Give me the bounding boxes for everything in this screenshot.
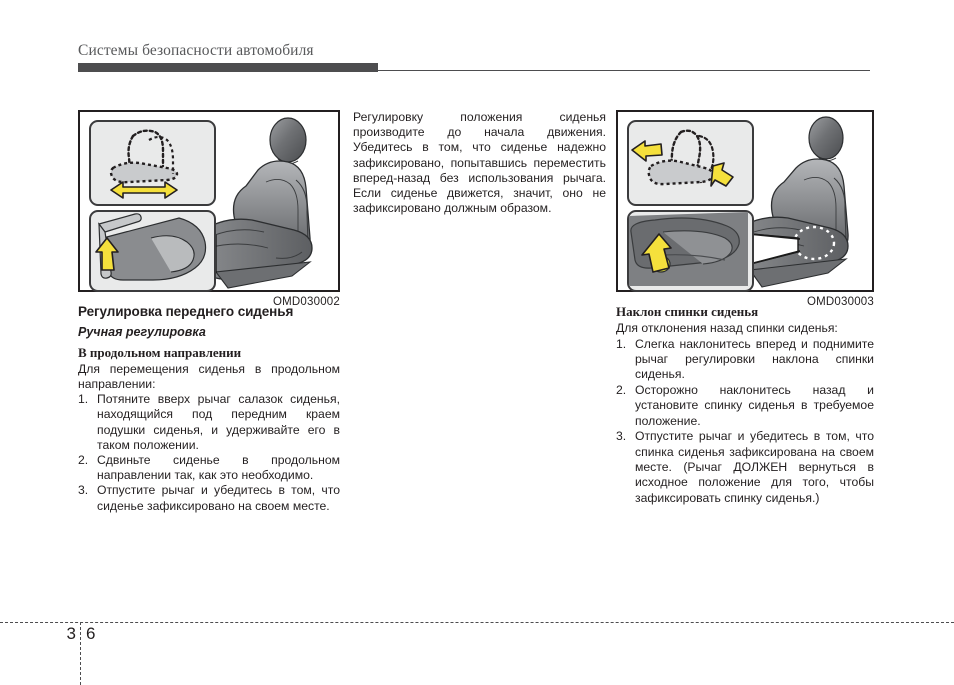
header-rule [78, 63, 870, 72]
right-intro-paragraph: Для отклонения назад спинки сиденья: [616, 321, 838, 336]
list-text: Осторожно наклонитесь назад и установите спинку сиденья в требуемое положение. [635, 382, 874, 428]
list-text: Потяните вверх рычаг салазок сиденья, находящийся под передним краем подушки сиденья, и удерживайте его в таком положении. [97, 392, 340, 452]
list-item [616, 383, 874, 429]
page-number: 6 [86, 624, 96, 643]
footer-vertical-divider [80, 622, 81, 685]
left-arrow-icon [632, 141, 662, 161]
inset-recline-lever-detail [627, 210, 754, 292]
double-arrow-icon [111, 182, 177, 198]
left-subheading-serif: В продольном направлении [78, 344, 242, 360]
chapter-number: 3 [66, 624, 76, 643]
figure-caption-left: OMD030002 [272, 296, 340, 308]
footer-horizontal-divider [0, 622, 954, 623]
inset-slide-lever-detail [89, 210, 216, 292]
list-marker: 1. [78, 392, 89, 407]
middle-column [353, 110, 606, 216]
left-intro-paragraph: Для перемещения сиденья в продольном направлении: [78, 361, 340, 391]
list-item [616, 429, 874, 506]
list-text: Отпустите рычаг и убедитесь в том, что спинка сиденья зафиксирована на своем месте. (Рычаг ДОЛЖЕН вернуться в исходное положение для того, чтобы зафиксировать спинку сиденья.) [635, 429, 874, 505]
down-right-arrow-icon [711, 163, 733, 186]
figure-seat-fore-aft [78, 110, 340, 308]
page-header [78, 42, 870, 72]
list-text: Слегка наклонитесь вперед и поднимите рычаг регулировки наклона спинки сиденья. [635, 336, 874, 382]
inset-recline-diagram [627, 120, 754, 206]
list-marker: 3. [616, 429, 627, 444]
list-text: Отпустите рычаг и убедитесь в том, что сиденье зафиксировано на своем месте. [97, 483, 340, 513]
left-steps-list [78, 392, 340, 514]
list-item [616, 337, 874, 383]
left-column [78, 110, 340, 514]
middle-paragraph: Регулировку положения сиденья производите до начала движения. Убедитесь в том, что сиденье надежно зафиксировано, попытавшись переместить вперед-назад без использования рычага. Если сиденье движется, значит, оно не зафиксировано должным образом. [353, 110, 606, 216]
dotted-seat-recline-icon [629, 122, 748, 200]
list-text: Сдвиньте сиденье в продольном направлении так, как это необходимо. [97, 452, 340, 483]
right-subheading-serif: Наклон спинки сиденья [616, 304, 759, 319]
right-steps-list [616, 337, 874, 506]
page-title: Системы безопасности автомобиля [78, 42, 314, 59]
list-marker: 1. [616, 336, 627, 351]
list-marker: 2. [616, 382, 627, 397]
figure-caption-right: OMD030003 [806, 296, 874, 308]
list-item [78, 453, 340, 483]
inset-fore-aft-diagram [89, 120, 216, 206]
figure-seat-recline [616, 110, 874, 308]
dotted-seat-travel-icon [91, 122, 210, 200]
list-marker: 3. [78, 483, 89, 498]
list-marker: 2. [78, 452, 89, 467]
header-rule-thin-segment [378, 70, 870, 71]
list-item [78, 392, 340, 453]
seat-slide-lever-icon [91, 212, 210, 286]
left-heading: Регулировка переднего сиденья [78, 304, 294, 319]
recline-lever-icon [629, 212, 748, 286]
right-column [616, 110, 874, 506]
header-rule-thick-segment [78, 63, 378, 72]
left-subheading-italic: Ручная регулировка [78, 324, 206, 339]
list-item [78, 483, 340, 513]
